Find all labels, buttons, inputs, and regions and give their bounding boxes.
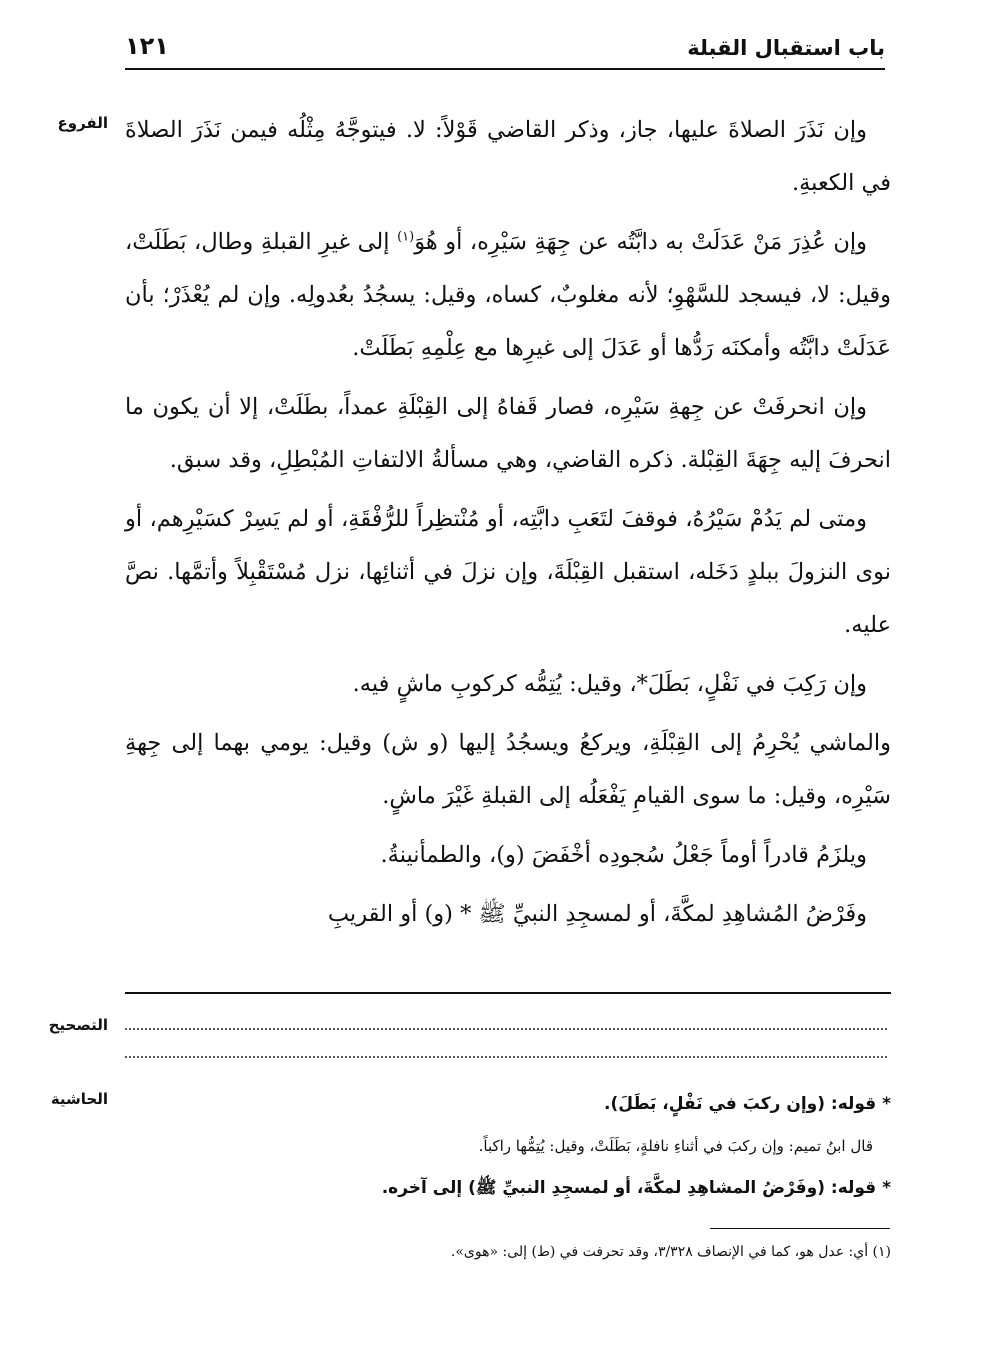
- paragraph-2-part-a: وإن عُذِرَ مَنْ عَدَلَتْ به دابَّتُه عن جِهَةِ سَيْرِه، أو هُوَ: [414, 229, 867, 255]
- hashiya-text-1: قال ابنُ تميم: وإن ركبَ في أثناءِ نافلةٍ، بَطَلَتْ، وقيل: يُتِمُّها راكباً.: [478, 1137, 873, 1155]
- paragraph-1: وإن نَذَرَ الصلاةَ عليها، جاز، وذكر القاضي قَوْلاً: لا. فيتوجَّهُ مِثْلُه فيمن نَذَرَ الصلاةَ في الكعبةِ.: [125, 117, 891, 196]
- chapter-title: باب استقبال القبلة: [687, 36, 885, 60]
- side-label-furu: الفروع: [57, 114, 108, 132]
- paragraph-5: وإن رَكِبَ في نَفْلٍ، بَطَلَ*، وقيل: يُتِمُّه كركوبِ ماشٍ فيه.: [352, 671, 867, 697]
- paragraph-2: [125, 216, 891, 375]
- hashiya-section: [125, 1082, 891, 1210]
- running-header: [125, 30, 885, 70]
- side-label-tashih: التصحيح: [48, 1016, 108, 1034]
- hashiya-quote-1: * قوله: (وإن ركبَ في نَفْلٍ، بَطَلَ).: [604, 1094, 891, 1114]
- main-text-rule: [125, 992, 891, 994]
- paragraph-4: ومتى لم يَدُمْ سَيْرُهُ، فوقفَ لتَعَبِ دابَّتِه، أو مُنْتظِراً للرُّفْقَةِ، أو لم يَسِرْ كسَيْرِهم، أو نوى النزولَ ببلدٍ دَخَله، استقبل القِبْلَةَ، وإن نزلَ في أثنائِها، نزل مُسْتَقْبِلاً وأتمَّها. نصَّ عليه.: [125, 506, 891, 638]
- side-label-hashiya: الحاشية: [50, 1090, 108, 1108]
- paragraph-7: ويلزَمُ قادراً أوماً جَعْلُ سُجودِه أخْفَضَ (و)، والطمأنينةُ.: [380, 842, 867, 868]
- paragraph-6: والماشي يُحْرِمُ إلى القِبْلَةِ، ويركعُ ويسجُدُ إليها (و ش) وقيل: يومي بهما إلى جِهةِ سَيْرِه، وقيل: ما سوى القيامِ يَفْعَلُه إلى القبلةِ غَيْرَ ماشٍ.: [125, 730, 891, 809]
- tashih-dotted-line-2: [125, 1056, 887, 1058]
- hashiya-quote-2: * قوله: (وفَرْضُ المشاهِدِ لمكَّةَ، أو لمسجِدِ النبيِّ ﷺ) إلى آخره.: [381, 1178, 891, 1198]
- main-text: [125, 104, 891, 947]
- paragraph-8: وفَرْضُ المُشاهِدِ لمكَّةَ، أو لمسجِدِ النبيِّ ﷺ * (و) أو القريبِ: [327, 901, 867, 927]
- footnote-rule: [710, 1228, 890, 1229]
- footnote-ref-1[interactable]: (١): [397, 229, 415, 245]
- tashih-dotted-line-1: [125, 1028, 887, 1030]
- page-number: ١٢١: [125, 32, 169, 60]
- paragraph-2-part-b: إلى غيرِ القبلةِ وطال، بَطَلَتْ، وقيل: لا، فيسجد للسَّهْوِ؛ لأنه مغلوبٌ، كساه، وقيل: يسجُدُ بعُدولِه. وإن لم يُعْذَرْ؛ بأن عَدَلَتْ دابَّتُه وأمكنَه رَدُّها أو عَدَلَ إلى غيرِها مع عِلْمِهِ بَطَلَتْ.: [125, 229, 891, 361]
- footnote-1: (١) أي: عدل هو، كما في الإنصاف ٣/٣٢٨، وقد تحرفت في (ط) إلى: «هوى».: [450, 1244, 891, 1260]
- paragraph-3: وإن انحرفَتْ عن جِهةِ سَيْرِه، فصار قَفاهُ إلى القِبْلَةِ عمداً، بطَلَتْ، إلا أن يكون ما انحرفَ إليه جِهَةَ القِبْلة. ذكره القاضي، وهي مسألةُ الالتفاتِ المُبْطِلِ، وقد سبق.: [125, 394, 891, 473]
